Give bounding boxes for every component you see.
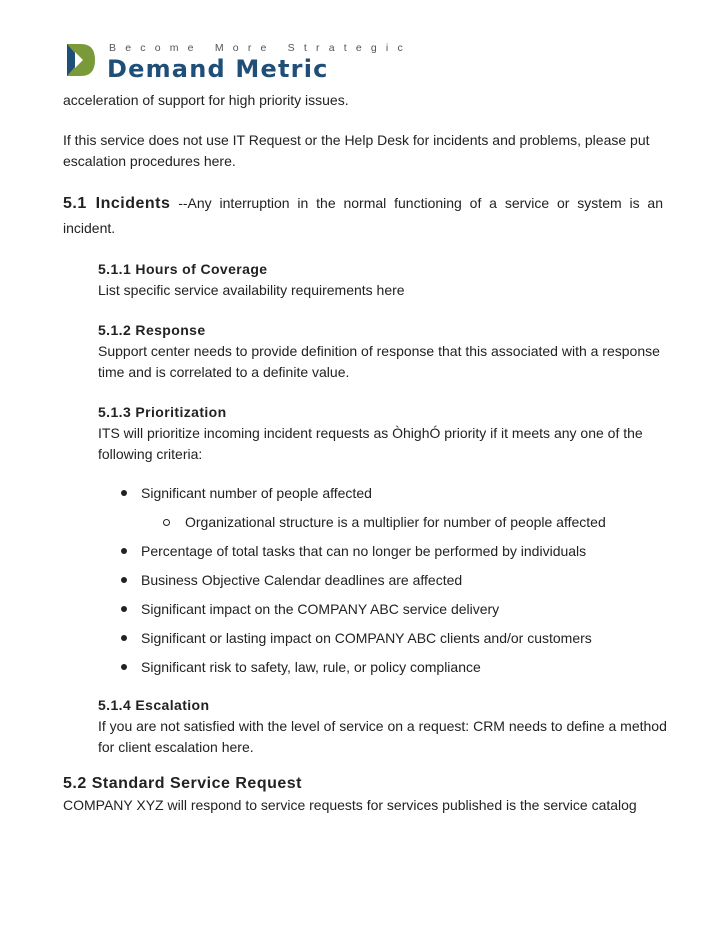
- response-text: Support center needs to provide definition of response that this associated with a response time and is correlated to a definite value.: [98, 343, 660, 380]
- incidents-definition: --Any interruption in the normal functioning of a service or system is an incident.: [63, 195, 664, 236]
- paragraph-escalation-procedures: If this service does not use IT Request or the Help Desk for incidents and problems, please put escalation procedures here.: [63, 132, 650, 169]
- prioritization-heading: 5.1.3 Prioritization: [98, 404, 227, 420]
- standard-service-request-text: COMPANY XYZ will respond to service requests for services published is the service catalog: [63, 797, 637, 813]
- sub-criteria-list: [141, 512, 663, 533]
- list-item-text: Significant impact on the COMPANY ABC service delivery: [141, 601, 500, 617]
- logo-mark-icon: [63, 42, 99, 78]
- list-item-text: Significant risk to safety, law, rule, or policy compliance: [141, 659, 481, 675]
- logo-brand-name: Demand Metric: [107, 55, 329, 83]
- prioritization-text: ITS will prioritize incoming incident requests as ÒhighÓ priority if it meets any one of the following criteria:: [98, 425, 643, 462]
- paragraph-acceleration: acceleration of support for high priority issues.: [63, 92, 349, 108]
- list-item-text: Percentage of total tasks that can no longer be performed by individuals: [141, 543, 587, 559]
- response-heading: 5.1.2 Response: [98, 322, 206, 338]
- standard-service-request-heading: 5.2 Standard Service Request: [63, 775, 302, 792]
- logo-tagline: Become More Strategic: [109, 42, 412, 54]
- list-item: [63, 570, 663, 591]
- escalation-heading: 5.1.4 Escalation: [98, 697, 210, 713]
- bullet-icon: [121, 490, 127, 496]
- section-incidents: [63, 191, 663, 240]
- subsection-response: [98, 320, 673, 383]
- subsection-hours-of-coverage: [98, 259, 673, 301]
- list-item: [63, 483, 663, 533]
- document-body: [63, 90, 667, 816]
- list-item: [63, 541, 663, 562]
- hours-text: List specific service availability requirements here: [98, 282, 405, 298]
- list-item-text: Significant number of people affected: [141, 485, 372, 501]
- list-item-text: Organizational structure is a multiplier for number of people affected: [185, 514, 606, 530]
- criteria-list: [63, 483, 663, 678]
- list-item-text: Business Objective Calendar deadlines are affected: [141, 572, 463, 588]
- hollow-bullet-icon: [163, 519, 170, 526]
- bullet-icon: [121, 606, 127, 612]
- list-item: [141, 512, 663, 533]
- list-item: [63, 628, 663, 649]
- bullet-icon: [121, 635, 127, 641]
- bullet-icon: [121, 664, 127, 670]
- demand-metric-logo: [63, 38, 412, 83]
- subsection-prioritization: [98, 402, 673, 465]
- bullet-icon: [121, 548, 127, 554]
- list-item: [63, 657, 663, 678]
- subsection-escalation: [98, 695, 673, 758]
- incidents-heading: 5.1 Incidents: [63, 195, 171, 212]
- escalation-text: If you are not satisfied with the level of service on a request: CRM needs to define a method for client escalation here.: [98, 718, 667, 755]
- list-item-text: Significant or lasting impact on COMPANY ABC clients and/or customers: [141, 630, 592, 646]
- hours-heading: 5.1.1 Hours of Coverage: [98, 261, 268, 277]
- list-item: [63, 599, 663, 620]
- bullet-icon: [121, 577, 127, 583]
